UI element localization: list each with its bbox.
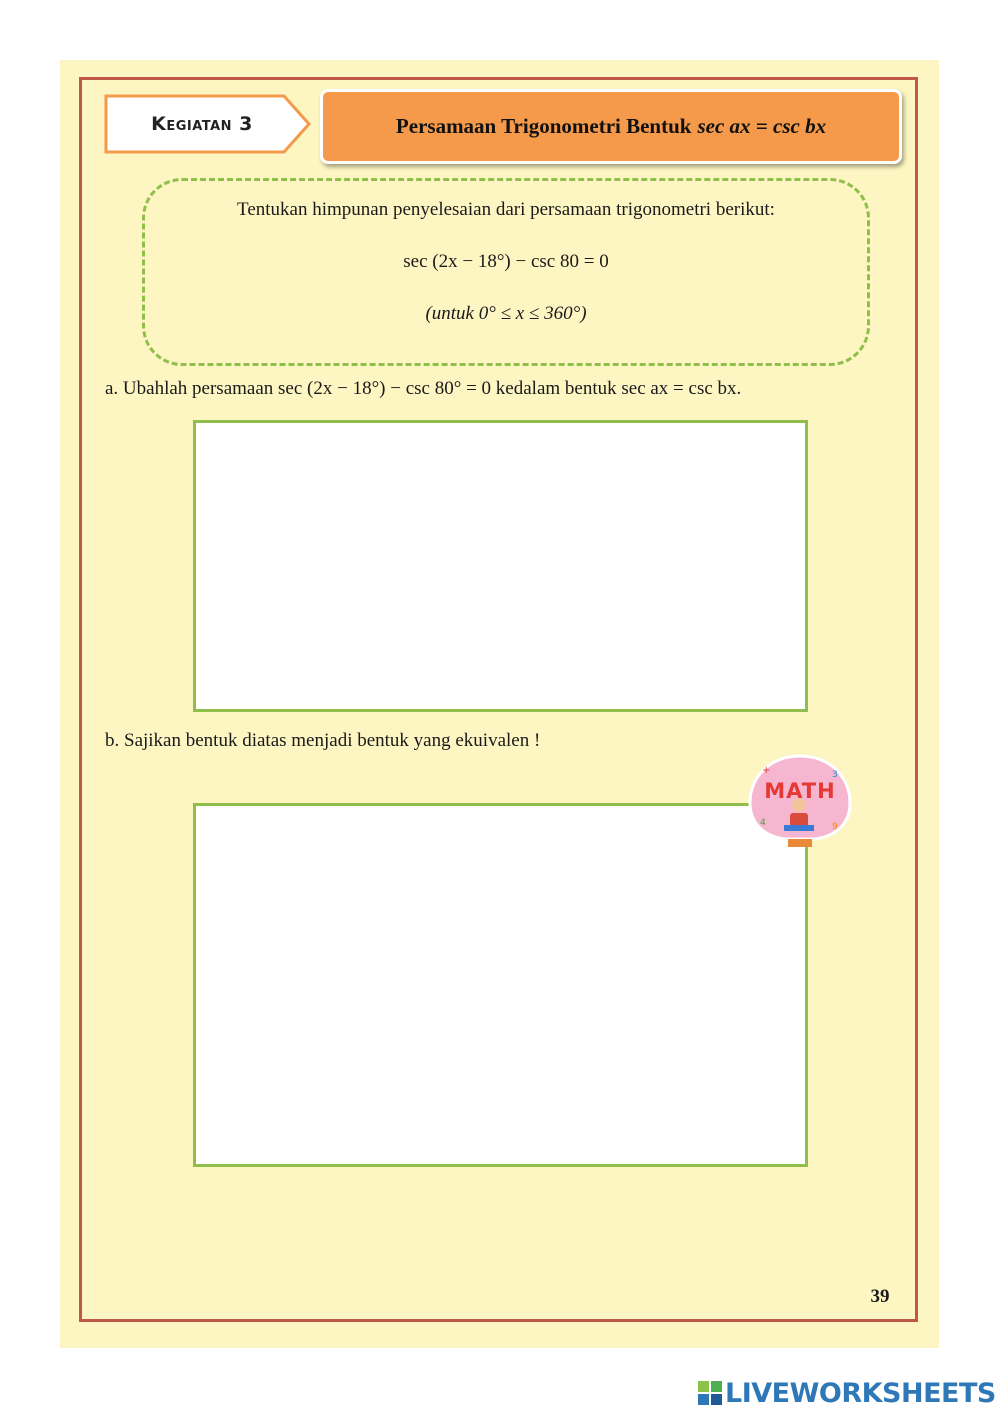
activity-label: Kegiatan 3 xyxy=(151,113,253,135)
instruction-box xyxy=(142,178,870,366)
svg-text:4: 4 xyxy=(760,818,766,828)
instruction-equation: sec (2x − 18°) − csc 80 = 0 xyxy=(403,251,609,272)
activity-title-formula: sec ax = csc bx xyxy=(697,114,827,138)
activity-label-tag xyxy=(104,94,312,154)
question-b: b. Sajikan bentuk diatas menjadi bentuk yang ekuivalen ! xyxy=(105,730,541,751)
answer-box-a[interactable] xyxy=(193,420,808,712)
svg-text:9: 9 xyxy=(832,822,838,832)
activity-title-text: Persamaan Trigonometri Bentuk xyxy=(395,114,692,138)
activity-title xyxy=(320,89,902,164)
svg-text:3: 3 xyxy=(832,770,838,780)
sticker-word-text: MATH xyxy=(764,779,836,803)
svg-text:+: + xyxy=(762,765,771,776)
answer-box-b[interactable] xyxy=(193,803,808,1167)
sticker-word xyxy=(748,779,852,803)
math-sticker xyxy=(748,753,852,849)
instruction-text: Tentukan himpunan penyelesaian dari persamaan trigonometri berikut: xyxy=(237,199,775,220)
brand-text: LIVEWORKSHEETS xyxy=(725,1377,996,1409)
liveworksheets-brand xyxy=(698,1377,996,1409)
page-number: 39 xyxy=(870,1286,890,1307)
question-a: a. Ubahlah persamaan sec (2x − 18°) − csc 80° = 0 kedalam bentuk sec ax = csc bx. xyxy=(105,378,742,399)
liveworksheets-logo-icon xyxy=(698,1381,722,1405)
instruction-domain: (untuk 0° ≤ x ≤ 360°) xyxy=(425,303,587,324)
